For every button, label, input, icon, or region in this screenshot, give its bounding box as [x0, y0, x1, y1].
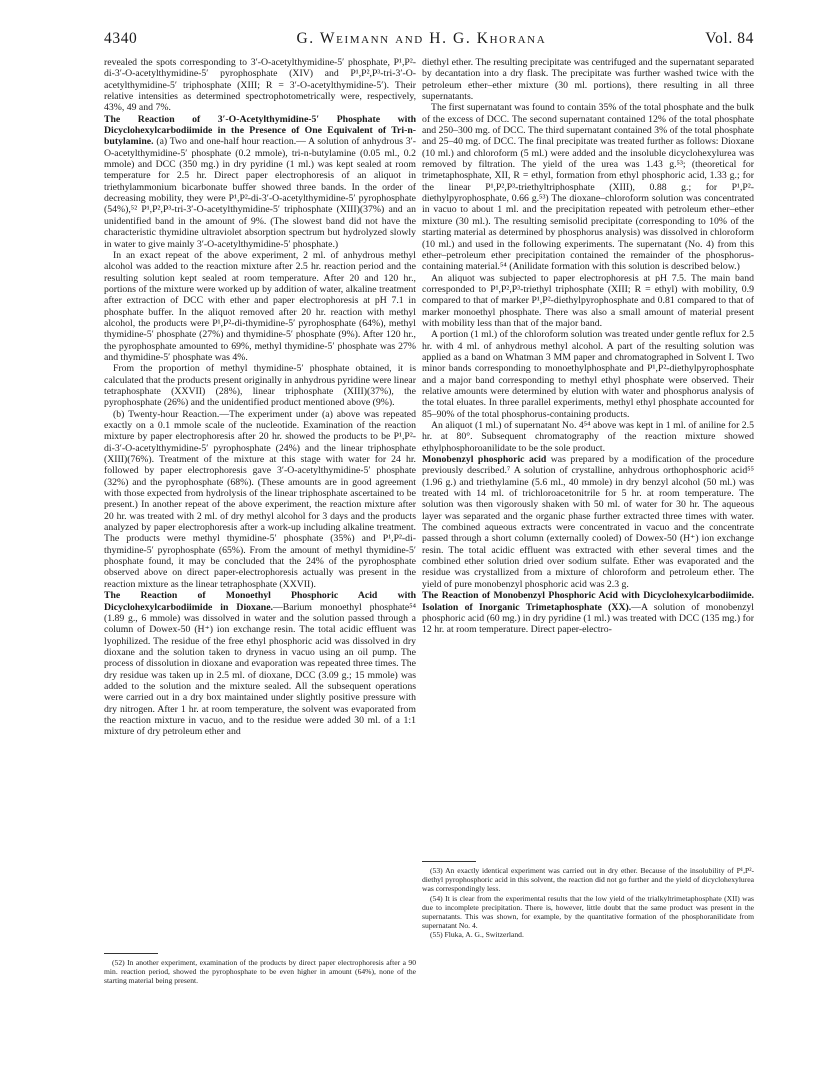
paragraph: The first supernatant was found to contain 35% of the total phosphate and the bulk of the excess of DCC. The second supernatant contained 12% of the total phosphate and 250–300 mg. of DCC. The third supernatant contained 3% of the total phosphate and 25–40 mg. of DCC. The final precipitate was treated further as follows: Dioxane (10 ml.) and chloroform (5 ml.) were added and the insoluble dicyclohexylurea was removed by filtration. The yield of the urea was 1.43 g.⁵³; (theoretical for trimetaphosphate, XII, R = ethyl, formation from ethyl phosphoric acid, 1.33 g.; for the linear P¹,P²,P³-triethyltriphosphate (XIII), 0.88 g.; for P¹,P²-diethylpyrophosphate, 0.66 g.⁵³) The dioxane–chloroform solution was concentrated in vacuo to about 1 ml. and the precipitation repeated with petroleum ether–ether mixture (30 ml.). The resulting semisolid precipitate (corresponding to 10% of the starting material as determined by phosphorus analysis) was dissolved in chloroform (10 ml.) and used in the following experiments. The supernatant (No. 4) from this ether–petroleum ether precipitation contained the remainder of the phosphorus-containing material.⁵⁴ (Anilidate formation with this solution is described below.)	[422, 102, 754, 273]
page-number: 4340	[104, 30, 138, 47]
paragraph-text: —A solution of monobenzyl phosphoric acid (60 mg.) in dry pyridine (1 ml.) was treated with DCC (135 mg.) for 12 hr. at room temperature. Direct paper-electro-	[422, 601, 754, 636]
paragraph-text: (a) Two and one-half hour reaction.— A solution of anhydrous 3′-O-acetylthymidine-5′ phosphate (0.2 mmole), tri-n-butylamine (0.05 ml., 0.2 mmole) and DCC (350 mg.) in dry pyridine (1 ml.) was kept sealed at room temperature for 2.5 hr. Direct paper electrophoresis of an aliquot in triethylammonium bicarbonate buffer showed three bands. In the order of decreasing mobility, they were P¹,P²-di-3′-O-acetylthymidine-5′ pyrophosphate (54%),⁵² P¹,P²,P³-tri-3′-O-acetylthymidine-5′ triphosphate (XIII)(37%) and an unidentified band in the amount of 9%. (The slowest band did not have the characteristic thymidine ultraviolet absorption spectrum but hydrolyzed slowly in water to give mainly 3′-O-acetylthymidine-5′ phosphate.)	[104, 136, 416, 250]
right-column	[422, 57, 754, 636]
paragraph-text: was prepared by a modification of the procedure previously described.⁷ A solution of crystalline, anhydrous orthophosphoric acid⁵⁵ (1.96 g.) and triethylamine (5.6 ml., 40 mmole) in dry benzyl alcohol (50 ml.) was treated with 14 ml. of trichloroacetonitrile for 5 hr. at room temperature. The solution was then vigorously shaken with 50 ml. of water for 30 hr. The aqueous layer was separated and the organic phase further extracted three times with water. The combined aqueous extracts were concentrated in vacuo and the concentrate passed through a short column (externally cooled) of Dowex-50 (H⁺) ion exchange resin. The total acidic effluent was extracted with ether several times and the combined ether solution dried over sodium sulfate. Ether was evaporated and the residue was crystallized from a mixture of chloroform and petroleum ether. The yield of pure monobenzyl phosphoric acid was 2.3 g.	[422, 454, 754, 590]
section-heading: The Reaction of 3′-O-Acetylthymidine-5′ Phosphate with Dicyclohexylcarbodiimide in the Presence of One Equivalent of Tri-n-butylamine.	[104, 113, 416, 148]
paragraph-text: —Barium monoethyl phosphate⁵⁴ (1.89 g., 6 mmole) was dissolved in water and the solution passed through a column of Dowex-50 (H⁺) ion exchange resin. The total acidic effluent was lyophilized. The residue of the free ethyl phosphoric acid was dissolved in dry dioxane and the solution taken to dryness in vacuo using an oil pump. The process of dissolution in dioxane and evaporation was repeated three times. The dry residue was taken up in 2.5 ml. of dioxane, DCC (3.09 g.; 15 mmole) was added to the solution and the mixture sealed. All the subsequent operations were carried out in a dry box maintained under slightly positive pressure with dry nitrogen. After 1 hr. at room temperature, the solvent was evaporated from the reaction mixture in vacuo, and to the residue were added 30 ml. of a 1:1 mixture of dry petroleum ether and	[104, 601, 417, 738]
section-heading: The Reaction of Monoethyl Phosphoric Acid with Dicyclohexylcarbodiimide in Dioxane.	[104, 590, 416, 613]
paragraph: An aliquot was subjected to paper electrophoresis at pH 7.5. The main band corresponded to P¹,P²,P³-triethyl triphosphate (XIII; R = ethyl) with mobility, 0.9 compared to that of marker P¹,P²-diethylpyrophosphate and 0.81 compared to that of marker monoethyl phosphate. There was also a small amount of material present with mobility less than that of the major band.	[422, 272, 754, 329]
paragraph: A portion (1 ml.) of the chloroform solution was treated under gentle reflux for 2.5 hr. with 4 ml. of anhydrous methyl alcohol. A part of the resulting solution was applied as a band on Whatman 3 MM paper and chromatographed in Solvent I. Two minor bands corresponding to monoethylphosphate and P¹,P²-diethylpyrophosphate and a major band corresponding to methyl ethyl phosphate were observed. Their relative amounts were determined by elution with water and phosphorus analysis of the total eluates. In three parallel experiments, methyl ethyl phosphate accounted for 85–90% of the total phosphorus-containing products.	[422, 329, 754, 420]
paragraph: From the proportion of methyl thymidine-5′ phosphate obtained, it is calculated that the products present originally in anhydrous pyridine were linear tetraphosphate (XXVII) (28%), linear triphosphate (XIII)(37%), the pyrophosphate (26%) and the unidentified product mentioned above (9%).	[104, 363, 416, 409]
footnote: (54) It is clear from the experimental results that the low yield of the trialkyltrimetaphosphate (XII) was due to incomplete precipitation. There is, however, little doubt that the same product was present in the supernatants. This was shown, for example, by the quantitative formation of the phosphoranilidate from supernatant No. 4.	[422, 893, 754, 931]
footnote-divider	[104, 953, 158, 954]
footnote: (52) In another experiment, examination of the products by direct paper electrophoresis after a 90 min. reaction period, showed the pyrophosphate to be even higher in amount (64%), none of the starting material being present.	[104, 958, 416, 986]
running-title-authors: G. Weimann and H. G. Khorana	[296, 30, 547, 47]
running-header	[104, 30, 754, 50]
section-heading: The Reaction of Monobenzyl Phosphoric Acid with Dicyclohexylcarbodiimide. Isolation of Inorganic Trimetaphosphate (XX).	[422, 590, 754, 613]
paragraph: An aliquot (1 ml.) of supernatant No. 4⁵⁴ above was kept in 1 ml. of aniline for 2.5 hr. at 80°. Subsequent chromatography of the reaction mixture showed ethylphosphoroanilidate to be the sole product.	[422, 420, 754, 454]
footnotes-left	[104, 958, 416, 986]
footnote: (55) Fluka, A. G., Switzerland.	[430, 930, 524, 940]
paragraph: diethyl ether. The resulting precipitate was centrifuged and the supernatant separated by decantation into a dry flask. The precipitate was further washed twice with the petroleum ether–ether mixture (30 ml. portions), there resulting in all three supernatants.	[422, 57, 754, 103]
left-column	[104, 57, 416, 738]
paragraph: In an exact repeat of the above experiment, 2 ml. of anhydrous methyl alcohol was added to the reaction mixture after 2.5 hr. reaction period and the resulting solution kept sealed at room temperature. After 20 and 120 hr., portions of the mixture were worked up by addition of water, alkaline treatment after extraction of DCC with ether and paper electrophoresis at pH 7.1 in phosphate buffer. In the aliquot removed after 20 hr. reaction with methyl alcohol, the products were P¹,P²-di-thymidine-5′ pyrophosphate (64%), methyl thymidine-5′ phosphate (27%) and thymidine-5′ phosphate (9%). After 120 hr., the pyrophosphate amounted to 69%, methyl thymidine-5′ phosphate was 27% and thymidine-5′ phosphate was 4%.	[104, 249, 416, 363]
section-heading: Monobenzyl phosphoric acid	[422, 454, 547, 466]
paragraph: revealed the spots corresponding to 3′-O-acetylthymidine-5′ phosphate, P¹,P²-di-3′-O-acetylthymidine-5′ pyrophosphate (XIV) and P¹,P²,P³-tri-3′-O-acetylthymidine-5′ triphosphate (XIII; R = 3′-O-acetylthymidine-5′). Their relative intensities as determined spectrophotometrically were, respectively, 43%, 49 and 7%.	[104, 57, 416, 114]
footnote: (53) An exactly identical experiment was carried out in dry ether. Because of the insolubility of P¹,P²-diethyl pyrophosphoric acid in this solvent, the reaction did not go further and the yield of dicyclohexylurea was correspondingly less.	[422, 866, 754, 894]
volume-label: Vol. 84	[705, 30, 754, 47]
paragraph: (b) Twenty-hour Reaction.—The experiment under (a) above was repeated exactly on a 0.1 mmole scale of the nucleotide. Examination of the reaction mixture by paper electrophoresis after 20 hr. showed the products to be P¹,P²-di-3′-O-acetylthymidine-5′ pyrophosphate (24%) and the linear triphosphate (XIII)(76%). Treatment of the mixture at this stage with water for 24 hr. followed by paper electrophoresis gave 3′-O-acetylthymidine-5′ phosphate (32%) and the pyrophosphate (68%). (These amounts are in good agreement with those expected from hydrolysis of the linear triphosphate ascertained to be present.) In another repeat of the above experiment, the reaction mixture after 20 hr. was treated with 2 ml. of dry methyl alcohol for 3 days and the products analyzed by paper electrophoresis after a work-up including alkaline treatment. The products were methyl thymidine-5′ phosphate (35%) and P¹,P²-di-thymidine-5′ pyrophosphate (65%). From the amount of methyl thymidine-5′ phosphate found, it may be concluded that the 24% of the pyrophosphate observed above on direct paper-electrophoresis actually was present in the reaction mixture as the linear tetraphosphate (XXVII).	[104, 408, 416, 590]
footnotes-right	[422, 866, 754, 940]
footnote-divider	[422, 861, 476, 862]
